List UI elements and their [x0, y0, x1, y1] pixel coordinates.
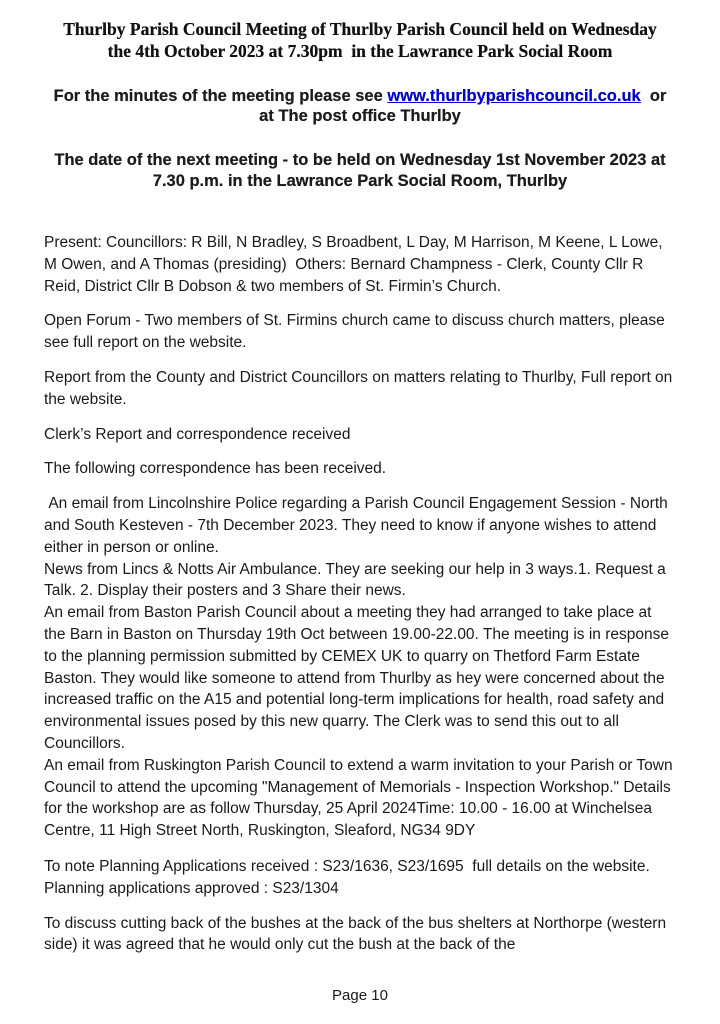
paragraph-county-report: Report from the County and District Councillors on matters relating to Thurlby, Full report on the website. [44, 368, 677, 408]
correspondence-list [44, 493, 676, 842]
minutes-note-suffix: or at The post office Thurlby [259, 87, 671, 125]
next-meeting-note: The date of the next meeting - to be held on Wednesday 1st November 2023 at 7.30 p.m. in the Lawrance Park Social Room, Thurlby [54, 151, 671, 190]
paragraph-correspondence-intro: The following correspondence has been received. [44, 460, 387, 478]
correspondence-item-air-ambulance: News from Lincs & Notts Air Ambulance. They are seeking our help in 3 ways.1. Request a Talk. 2. Display their posters and 3 Share their news. [44, 560, 670, 600]
paragraph-clerks-heading: Clerk’s Report and correspondence received [44, 425, 351, 443]
correspondence-item-police: An email from Lincolnshire Police regarding a Parish Council Engagement Session - North and South Kesteven - 7th December 2023. They need to know if anyone wishes to attend either in person or online. [44, 495, 673, 556]
page-number: Page 10 [332, 987, 388, 1004]
page-title: Thurlby Parish Council Meeting of Thurlby Parish Council held on Wednesday the 4th October 2023 at 7.30pm in the Lawrance Park Social Room [63, 19, 662, 61]
minutes-note-prefix: For the minutes of the meeting please see [53, 87, 388, 105]
paragraph-open-forum: Open Forum - Two members of St. Firmins church came to discuss church matters, please see full report on the website. [44, 312, 670, 352]
correspondence-item-baston: An email from Baston Parish Council about a meeting they had arranged to take place at the Barn in Baston on Thursday 19th Oct between 19.00-22.00. The meeting is in response to the planning permission submitted by CEMEX UK to quarry on Thetford Farm Estate Baston. They would like someone to attend from Thurlby as hey were concerned about the increased traffic on the A15 and potential long-term implications for health, road safety and environmental issues posed by this new quarry. The Clerk was to send this out to all Councillors. [44, 604, 674, 752]
paragraph-bushes: To discuss cutting back of the bushes at the back of the bus shelters at Northorpe (western side) it was agreed that he would only cut the bush at the back of the [44, 914, 671, 954]
paragraph-present: Present: Councillors: R Bill, N Bradley, S Broadbent, L Day, M Harrison, M Keene, L Lowe, M Owen, and A Thomas (presiding) Others: Bernard Champness - Clerk, County Cllr R Reid, District Cllr B Dobson & two members of St. Firmin’s Church. [44, 234, 667, 295]
minutes-note [44, 86, 676, 126]
minutes-body [44, 232, 676, 956]
paragraph-planning: To note Planning Applications received : S23/1636, S23/1695 full details on the website. Planning applications approved : S23/1304 [44, 857, 655, 897]
correspondence-item-ruskington: An email from Ruskington Parish Council to extend a warm invitation to your Parish or Town Council to attend the upcoming "Management of Memorials - Inspection Workshop." Details for the workshop are as follow Thursday, 25 April 2024Time: 10.00 - 16.00 at Winchelsea Centre, 11 High Street North, Ruskington, Sleaford, NG34 9DY [44, 756, 677, 840]
website-link[interactable]: www.thurlbyparishcouncil.co.uk [387, 87, 641, 105]
